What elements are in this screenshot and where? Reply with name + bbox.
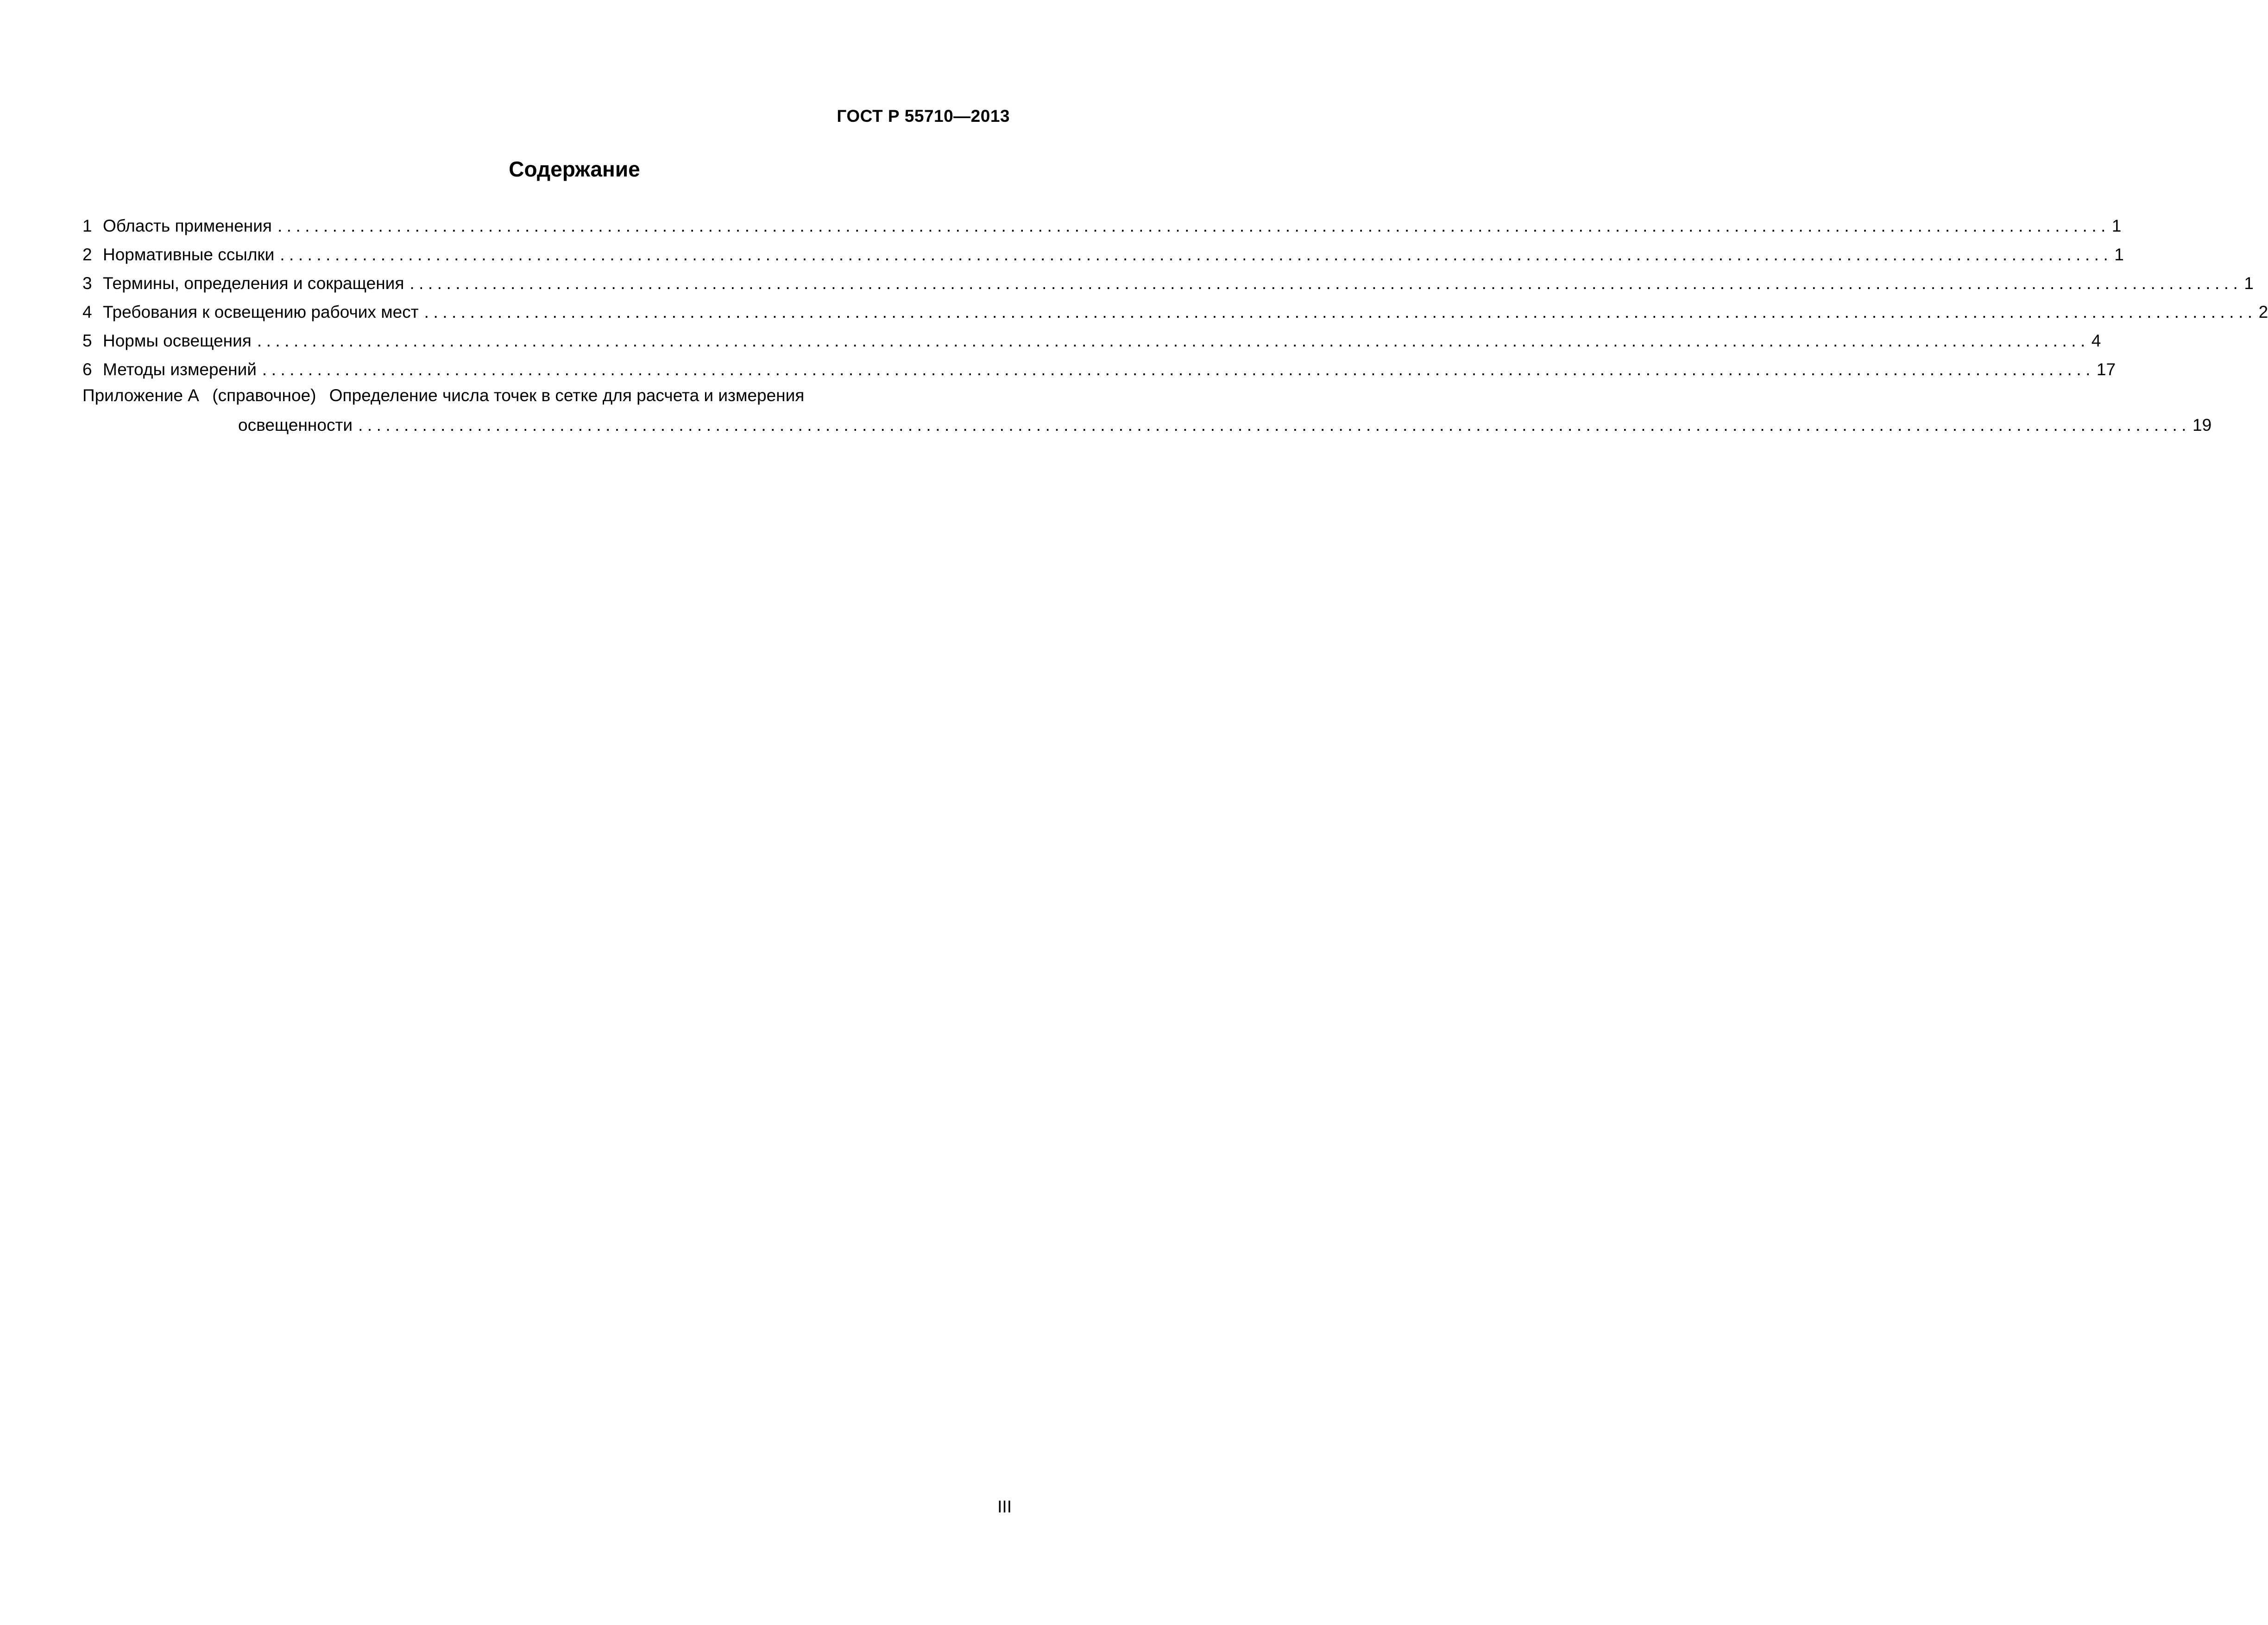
annex-status: (справочное): [212, 386, 316, 405]
annex-label: Приложение А: [82, 386, 199, 405]
toc-item-title: Методы измерений: [103, 360, 257, 379]
table-of-contents: [82, 208, 2268, 435]
toc-item-page: 1: [2111, 216, 2122, 235]
toc-item-number: 6: [82, 360, 92, 379]
toc-leader-dots: ........................................................................................................................................................................................................: [424, 302, 2257, 321]
toc-item[interactable]: [82, 208, 2122, 236]
toc-leader-dots: ........................................................................................................................................................................................................: [358, 416, 2191, 435]
toc-item[interactable]: [82, 322, 2101, 351]
toc-item-number: 5: [82, 331, 92, 350]
toc-item-number: 2: [82, 245, 92, 264]
toc-item-title: Нормы освещения: [103, 331, 252, 350]
toc-leader-dots: ........................................................................................................................................................................................................: [280, 245, 2113, 264]
toc-item[interactable]: [82, 351, 2116, 380]
page-number: III: [997, 1497, 1012, 1516]
toc-item-page: 2: [2258, 302, 2268, 321]
toc-leader-dots: ........................................................................................................................................................................................................: [277, 216, 2110, 235]
toc-item-title: Нормативные ссылки: [103, 245, 275, 264]
toc-item-title: Термины, определения и сокращения: [103, 274, 404, 293]
toc-item-number: 4: [82, 302, 92, 321]
annex-title-line2: освещенности: [238, 416, 353, 435]
toc-item-title: Требования к освещению рабочих мест: [103, 302, 419, 321]
toc-leader-dots: ........................................................................................................................................................................................................: [257, 331, 2090, 350]
toc-item-number: 3: [82, 274, 92, 293]
annex-page: 19: [2192, 416, 2212, 435]
toc-item-title: Область применения: [103, 216, 272, 235]
toc-item-number: 1: [82, 216, 92, 235]
document-code-header: ГОСТ Р 55710—2013: [837, 107, 1010, 126]
toc-item-page: 1: [2244, 274, 2254, 293]
toc-title: Содержание: [509, 157, 640, 181]
toc-leader-dots: ........................................................................................................................................................................................................: [410, 274, 2243, 293]
toc-item-page: 1: [2114, 245, 2124, 264]
toc-item-page: 4: [2091, 331, 2101, 350]
toc-leader-dots: ........................................................................................................................................................................................................: [262, 360, 2095, 379]
toc-item[interactable]: [82, 236, 2124, 265]
toc-item[interactable]: [82, 265, 2254, 294]
toc-item-page: 17: [2096, 360, 2116, 379]
toc-item[interactable]: [82, 294, 2268, 322]
toc-annex-item[interactable]: [82, 385, 2212, 435]
annex-title-line1: Определение числа точек в сетке для расчета и измерения: [329, 386, 805, 405]
